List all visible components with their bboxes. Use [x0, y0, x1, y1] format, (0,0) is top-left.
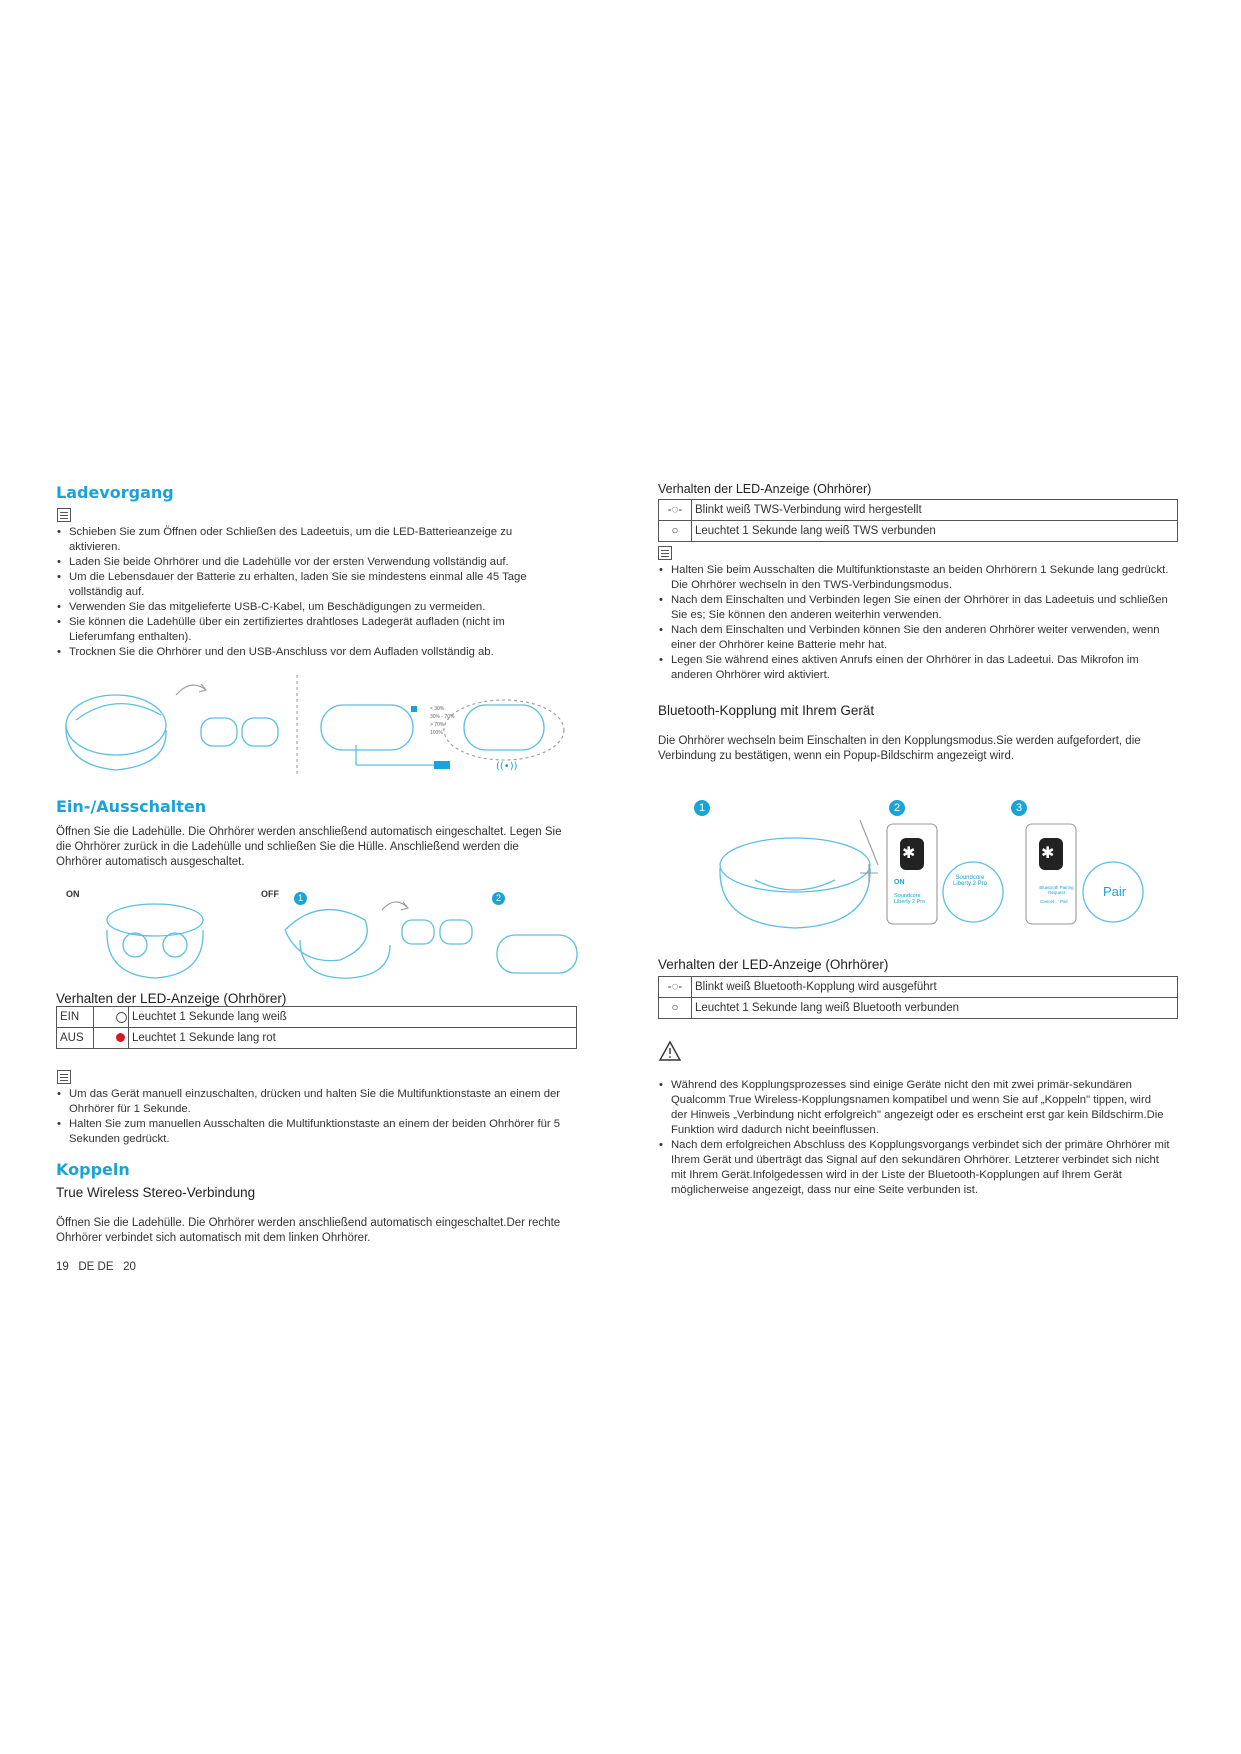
- led-text: Leuchtet 1 Sekunde lang weiß TWS verbunden: [692, 521, 1178, 542]
- toggle-on-label: ON: [894, 879, 905, 886]
- list-item: • Schieben Sie zum Öffnen oder Schließen des Ladeetuis, um die LED-Batterieanzeige zu aktivieren.: [56, 525, 566, 555]
- battery-level: < 30%: [430, 706, 445, 712]
- list-item: • Um das Gerät manuell einzuschalten, drücken und halten Sie die Multifunktionstaste an einem der Ohrhörer für 1 Sekunde.: [56, 1087, 571, 1117]
- note-icon: [57, 1070, 71, 1084]
- battery-levels: [430, 705, 454, 737]
- bt-text: Die Ohrhörer wechseln beim Einschalten in den Kopplungsmodus.Sie werden aufgefordert, die Verbindung zu bestätigen, wenn ein Popup-Bildschirm angezeigt wird.: [658, 735, 1141, 762]
- bluetooth-icon: ✱: [902, 845, 916, 862]
- step-number: 3: [1011, 800, 1027, 816]
- led-state: EIN: [57, 1007, 94, 1028]
- led-state: AUS: [57, 1028, 94, 1049]
- page-footer: 19 DE DE 20: [56, 1261, 136, 1273]
- list-item: • Sie können die Ladehülle über ein zertifiziertes drahtloses Ladegerät aufladen (nicht im Lieferumfang enthalten).: [56, 615, 566, 645]
- on-label: ON: [66, 889, 80, 899]
- bluetooth-icon: ✱: [1041, 845, 1055, 862]
- table-row: [57, 1028, 577, 1049]
- solid-icon: ○: [659, 521, 692, 542]
- battery-level: 100%: [430, 730, 443, 736]
- led-text: Leuchtet 1 Sekunde lang weiß Bluetooth verbunden: [692, 998, 1178, 1019]
- tws-led-title: Verhalten der LED-Anzeige (Ohrhörer): [658, 482, 872, 496]
- list-item: • Um die Lebensdauer der Batterie zu erhalten, laden Sie sie mindestens einmal alle 45 Tage vollständig auf.: [56, 570, 566, 600]
- power-illustration: [100, 890, 580, 980]
- dialog-title: Bluetooth Pairing Request: [1039, 885, 1074, 895]
- list-item: • Legen Sie während eines aktiven Anrufs einen der Ohrhörer in das Ladeetui. Das Mikrofon im anderen Ohrhörer wird aktiviert.: [658, 653, 1170, 683]
- warning-icon: [658, 1040, 682, 1062]
- pair-label: Pair: [1103, 884, 1127, 899]
- list-item: • Während des Kopplungsprozesses sind einige Geräte nicht den mit zwei primär-sekundären Qualcomm True Wireless-Kopplungsnamen kompatibel und wenn Sie auf „Koppeln" tippen, wird der Hinweis „Verbindung nicht erfolgreich" angezeigt oder es erscheint erst gar kein Bildschirm.Die Funktion wird dadurch nicht beeinflussen.: [658, 1078, 1170, 1138]
- step-number: 2: [492, 892, 505, 905]
- power-text: Öffnen Sie die Ladehülle. Die Ohrhörer werden anschließend automatisch eingeschaltet. Legen Sie die Ohrhörer zurück in die Ladehülle und schließen Sie die Hülle. Anschließend werden die Ohrhörer automatisch ausgeschaltet.: [56, 826, 562, 868]
- step-number: 1: [294, 892, 307, 905]
- list-item: • Nach dem Einschalten und Verbinden legen Sie einen der Ohrhörer in das Ladeetuis und schließen Sie es; Sie können den anderen weiterhin verwenden.: [658, 593, 1170, 623]
- solid-icon: ○: [659, 998, 692, 1019]
- led-text: Leuchtet 1 Sekunde lang rot: [129, 1028, 577, 1049]
- list-item: • Verwenden Sie das mitgelieferte USB-C-Kabel, um Beschädigungen zu vermeiden.: [56, 600, 566, 615]
- battery-level: > 70%: [430, 722, 445, 728]
- power-title: Ein-/Ausschalten: [56, 797, 207, 816]
- list-item: • Nach dem Einschalten und Verbinden können Sie den anderen Ohrhörer weiter verwenden, wenn einer der Ohrhörer keine Batterie mehr hat.: [658, 623, 1170, 653]
- device-name: Soundcore Liberty 2 Pro: [894, 893, 926, 905]
- blink-icon: -◌-: [659, 977, 692, 998]
- charging-title: Ladevorgang: [56, 483, 174, 502]
- table-row: [659, 521, 1178, 542]
- table-row: [659, 977, 1178, 998]
- led-text: Blinkt weiß Bluetooth-Kopplung wird ausgeführt: [692, 977, 1178, 998]
- power-led-title: Verhalten der LED-Anzeige (Ohrhörer): [56, 991, 287, 1006]
- note-icon: [658, 546, 672, 560]
- bt-led-title: Verhalten der LED-Anzeige (Ohrhörer): [658, 957, 889, 972]
- power-list: [56, 1087, 571, 1147]
- bt-led-table: [658, 976, 1178, 1019]
- list-item: • Trocknen Sie die Ohrhörer und den USB-Anschluss vor dem Aufladen vollständig ab.: [56, 645, 566, 660]
- tws-list: [658, 563, 1170, 683]
- step-number: 1: [694, 800, 710, 816]
- charging-list: [56, 525, 566, 660]
- svg-text:((•)): ((•)): [496, 761, 518, 772]
- led-text: Leuchtet 1 Sekunde lang weiß: [129, 1007, 577, 1028]
- table-row: [659, 998, 1178, 1019]
- pairing-title: Koppeln: [56, 1160, 130, 1179]
- list-item: • Laden Sie beide Ohrhörer und die Ladehülle vor der ersten Verwendung vollständig auf.: [56, 555, 566, 570]
- bt-title: Bluetooth-Kopplung mit Ihrem Gerät: [658, 703, 875, 718]
- tws-led-table: [658, 499, 1178, 542]
- pairing-text: Öffnen Sie die Ladehülle. Die Ohrhörer werden anschließend automatisch eingeschaltet.Der rechte Ohrhörer verbindet sich automatisch mit dem linken Ohrhörer.: [56, 1217, 561, 1244]
- led-text: Blinkt weiß TWS-Verbindung wird hergestellt: [692, 500, 1178, 521]
- device-name-zoom: Soundcore Liberty 2 Pro: [952, 875, 988, 887]
- off-label: OFF: [261, 889, 279, 899]
- led-red-icon: [94, 1028, 129, 1049]
- pair-small-label: Pair: [1060, 899, 1069, 904]
- pairing-subtitle: True Wireless Stereo-Verbindung: [56, 1185, 256, 1200]
- list-item: • Nach dem erfolgreichen Abschluss des Kopplungsvorgangs verbindet sich der primäre Ohrhörer mit Ihrem Gerät und überträgt das Signal auf den sekundären Ohrhörer. Letzterer verbindet sich nicht mit Ihrem Gerät.Infolgedessen wird in der Liste der Bluetooth-Kopplungen auf Ihrem Gerät möglicherweise angezeigt, dass nur eine Seite verbunden ist.: [658, 1138, 1170, 1198]
- note-icon: [57, 508, 71, 522]
- table-row: [659, 500, 1178, 521]
- led-white-icon: [94, 1007, 129, 1028]
- bt-illustration: [710, 820, 1180, 935]
- power-led-table: [56, 1006, 577, 1049]
- charging-illustration: [56, 670, 590, 780]
- table-row: [57, 1007, 577, 1028]
- battery-level: 30% - 70%: [430, 714, 455, 720]
- warning-list: [658, 1078, 1170, 1198]
- list-item: • Halten Sie zum manuellen Ausschalten die Multifunktionstaste an einem der beiden Ohrhörer für 5 Sekunden gedrückt.: [56, 1117, 571, 1147]
- step-number: 2: [889, 800, 905, 816]
- blink-icon: -◌-: [659, 500, 692, 521]
- list-item: • Halten Sie beim Ausschalten die Multifunktionstaste an beiden Ohrhörern 1 Sekunde lang gedrückt. Die Ohrhörer wechseln in den TWS-Verbindungsmodus.: [658, 563, 1170, 593]
- cancel-label: Cancel: [1040, 899, 1055, 904]
